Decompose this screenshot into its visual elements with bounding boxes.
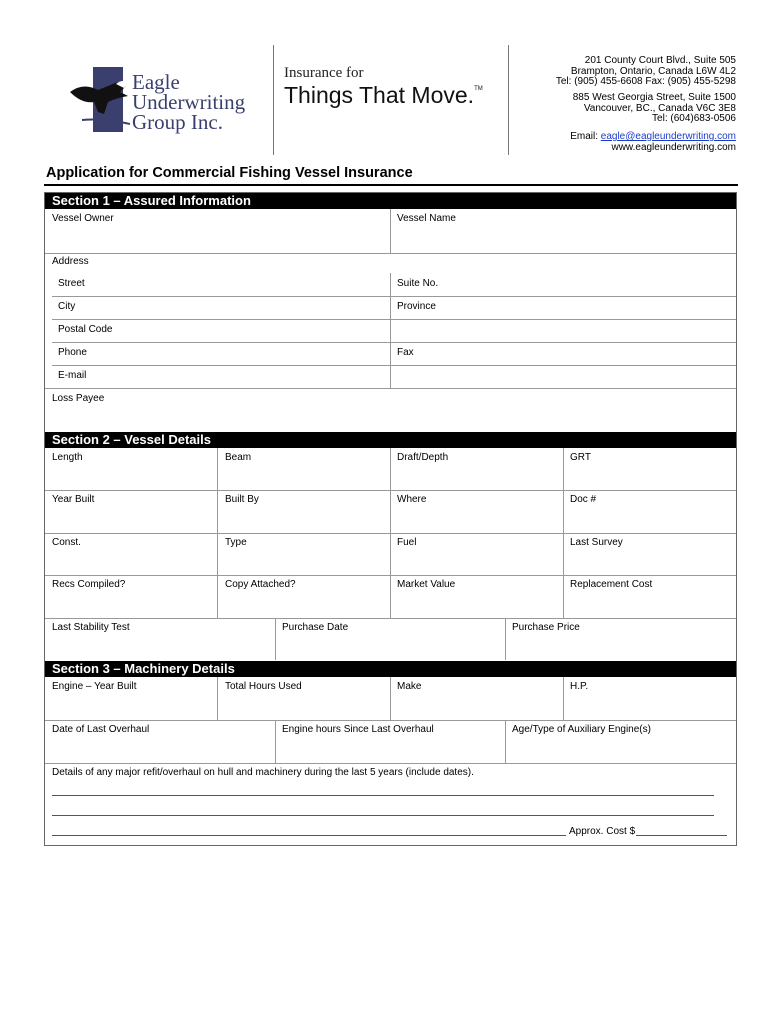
address-block-vancouver [573,93,736,125]
fuel-field[interactable]: Fuel [397,537,417,548]
city-field[interactable]: City [58,301,76,312]
approx-cost-line[interactable] [636,835,727,836]
section1-heading: Section 1 – Assured Information [45,193,736,209]
divider [45,763,736,764]
draft-depth-field[interactable]: Draft/Depth [397,452,449,463]
where-field[interactable]: Where [397,494,427,505]
divider [52,296,736,297]
logo-line1: Eagle [132,70,180,94]
divider [52,319,736,320]
hp-field[interactable]: H.P. [570,681,589,692]
header-divider-1 [273,45,274,155]
phone-field[interactable]: Phone [58,347,87,358]
vessel-owner-field[interactable]: Vessel Owner [52,213,114,224]
page-title: Application for Commercial Fishing Vessel Insurance [46,165,413,181]
refit-details-line-3[interactable] [52,835,566,836]
email-line [570,132,736,143]
auxiliary-engine-field[interactable]: Age/Type of Auxiliary Engine(s) [512,724,651,735]
built-by-field[interactable]: Built By [225,494,259,505]
divider [505,720,506,763]
address-line: Vancouver, BC., Canada V6C 3E8 [583,102,736,114]
address-block-brampton [556,56,736,88]
email-field[interactable]: E-mail [58,370,87,381]
type-field[interactable]: Type [225,537,247,548]
fax-field[interactable]: Fax [397,347,414,358]
address-line: 201 County Court Blvd., Suite 505 [584,55,736,66]
divider [390,677,391,720]
vessel-name-field[interactable]: Vessel Name [397,213,456,224]
divider [45,618,736,619]
tagline-line1: Insurance for [284,65,364,81]
tagline-line2 [284,82,483,109]
year-built-field[interactable]: Year Built [52,494,95,505]
address-line: 885 West Georgia Street, Suite 1500 [572,92,736,103]
make-field[interactable]: Make [397,681,422,692]
email-link[interactable]: eagle@eagleunderwriting.com [600,131,736,142]
total-hours-field[interactable]: Total Hours Used [225,681,302,692]
address-label: Address [52,256,89,267]
purchase-date-field[interactable]: Purchase Date [282,622,349,633]
header-divider-2 [508,45,509,155]
website-line: www.eagleunderwriting.com [611,141,736,153]
section3-heading: Section 3 – Machinery Details [45,661,736,677]
divider [52,365,736,366]
divider [275,618,276,660]
trademark-mark: TM [474,86,483,92]
contact-block [570,132,736,153]
stability-test-field[interactable]: Last Stability Test [52,622,130,633]
address-line: Tel: (905) 455-6608 Fax: (905) 455-5298 [555,76,736,87]
address-line: Brampton, Ontario, Canada L6W 4L2 [570,65,736,77]
logo-line3: Group Inc. [132,110,223,134]
last-survey-field[interactable]: Last Survey [570,537,623,548]
tagline-text: Things That Move. [284,82,475,108]
beam-field[interactable]: Beam [225,452,252,463]
const-field[interactable]: Const. [52,537,81,548]
suite-field[interactable]: Suite No. [397,278,439,289]
refit-details-line-2[interactable] [52,815,714,816]
refit-details-label: Details of any major refit/overhaul on hull and machinery during the last 5 years (include dates). [52,767,474,778]
divider [505,618,506,660]
divider [563,677,564,720]
grt-field[interactable]: GRT [570,452,591,463]
divider [45,490,736,491]
address-line: Tel: (604)683-0506 [652,113,736,124]
recs-compiled-field[interactable]: Recs Compiled? [52,579,126,590]
market-value-field[interactable]: Market Value [397,579,456,590]
copy-attached-field[interactable]: Copy Attached? [225,579,296,590]
title-rule [44,184,738,186]
email-label: Email: [570,131,601,142]
logo-line2: Underwriting [132,90,246,114]
company-logo [68,62,248,142]
section2-heading: Section 2 – Vessel Details [45,432,736,448]
divider [275,720,276,763]
postal-code-field[interactable]: Postal Code [58,324,113,335]
purchase-price-field[interactable]: Purchase Price [512,622,580,633]
divider [45,575,736,576]
divider [45,533,736,534]
street-field[interactable]: Street [58,278,85,289]
divider [217,677,218,720]
loss-payee-field[interactable]: Loss Payee [52,393,105,404]
overhaul-date-field[interactable]: Date of Last Overhaul [52,724,150,735]
refit-details-line-1[interactable] [52,795,714,796]
divider [45,388,736,389]
length-field[interactable]: Length [52,452,83,463]
divider [45,253,736,254]
approx-cost-label: Approx. Cost $ [569,826,636,837]
doc-number-field[interactable]: Doc # [570,494,597,505]
eagle-logo-icon [68,62,138,142]
replacement-cost-field[interactable]: Replacement Cost [570,579,653,590]
divider [390,273,391,388]
divider [52,342,736,343]
hours-since-overhaul-field[interactable]: Engine hours Since Last Overhaul [282,724,434,735]
province-field[interactable]: Province [397,301,436,312]
divider [45,720,736,721]
divider [390,209,391,253]
engine-year-field[interactable]: Engine – Year Built [52,681,137,692]
